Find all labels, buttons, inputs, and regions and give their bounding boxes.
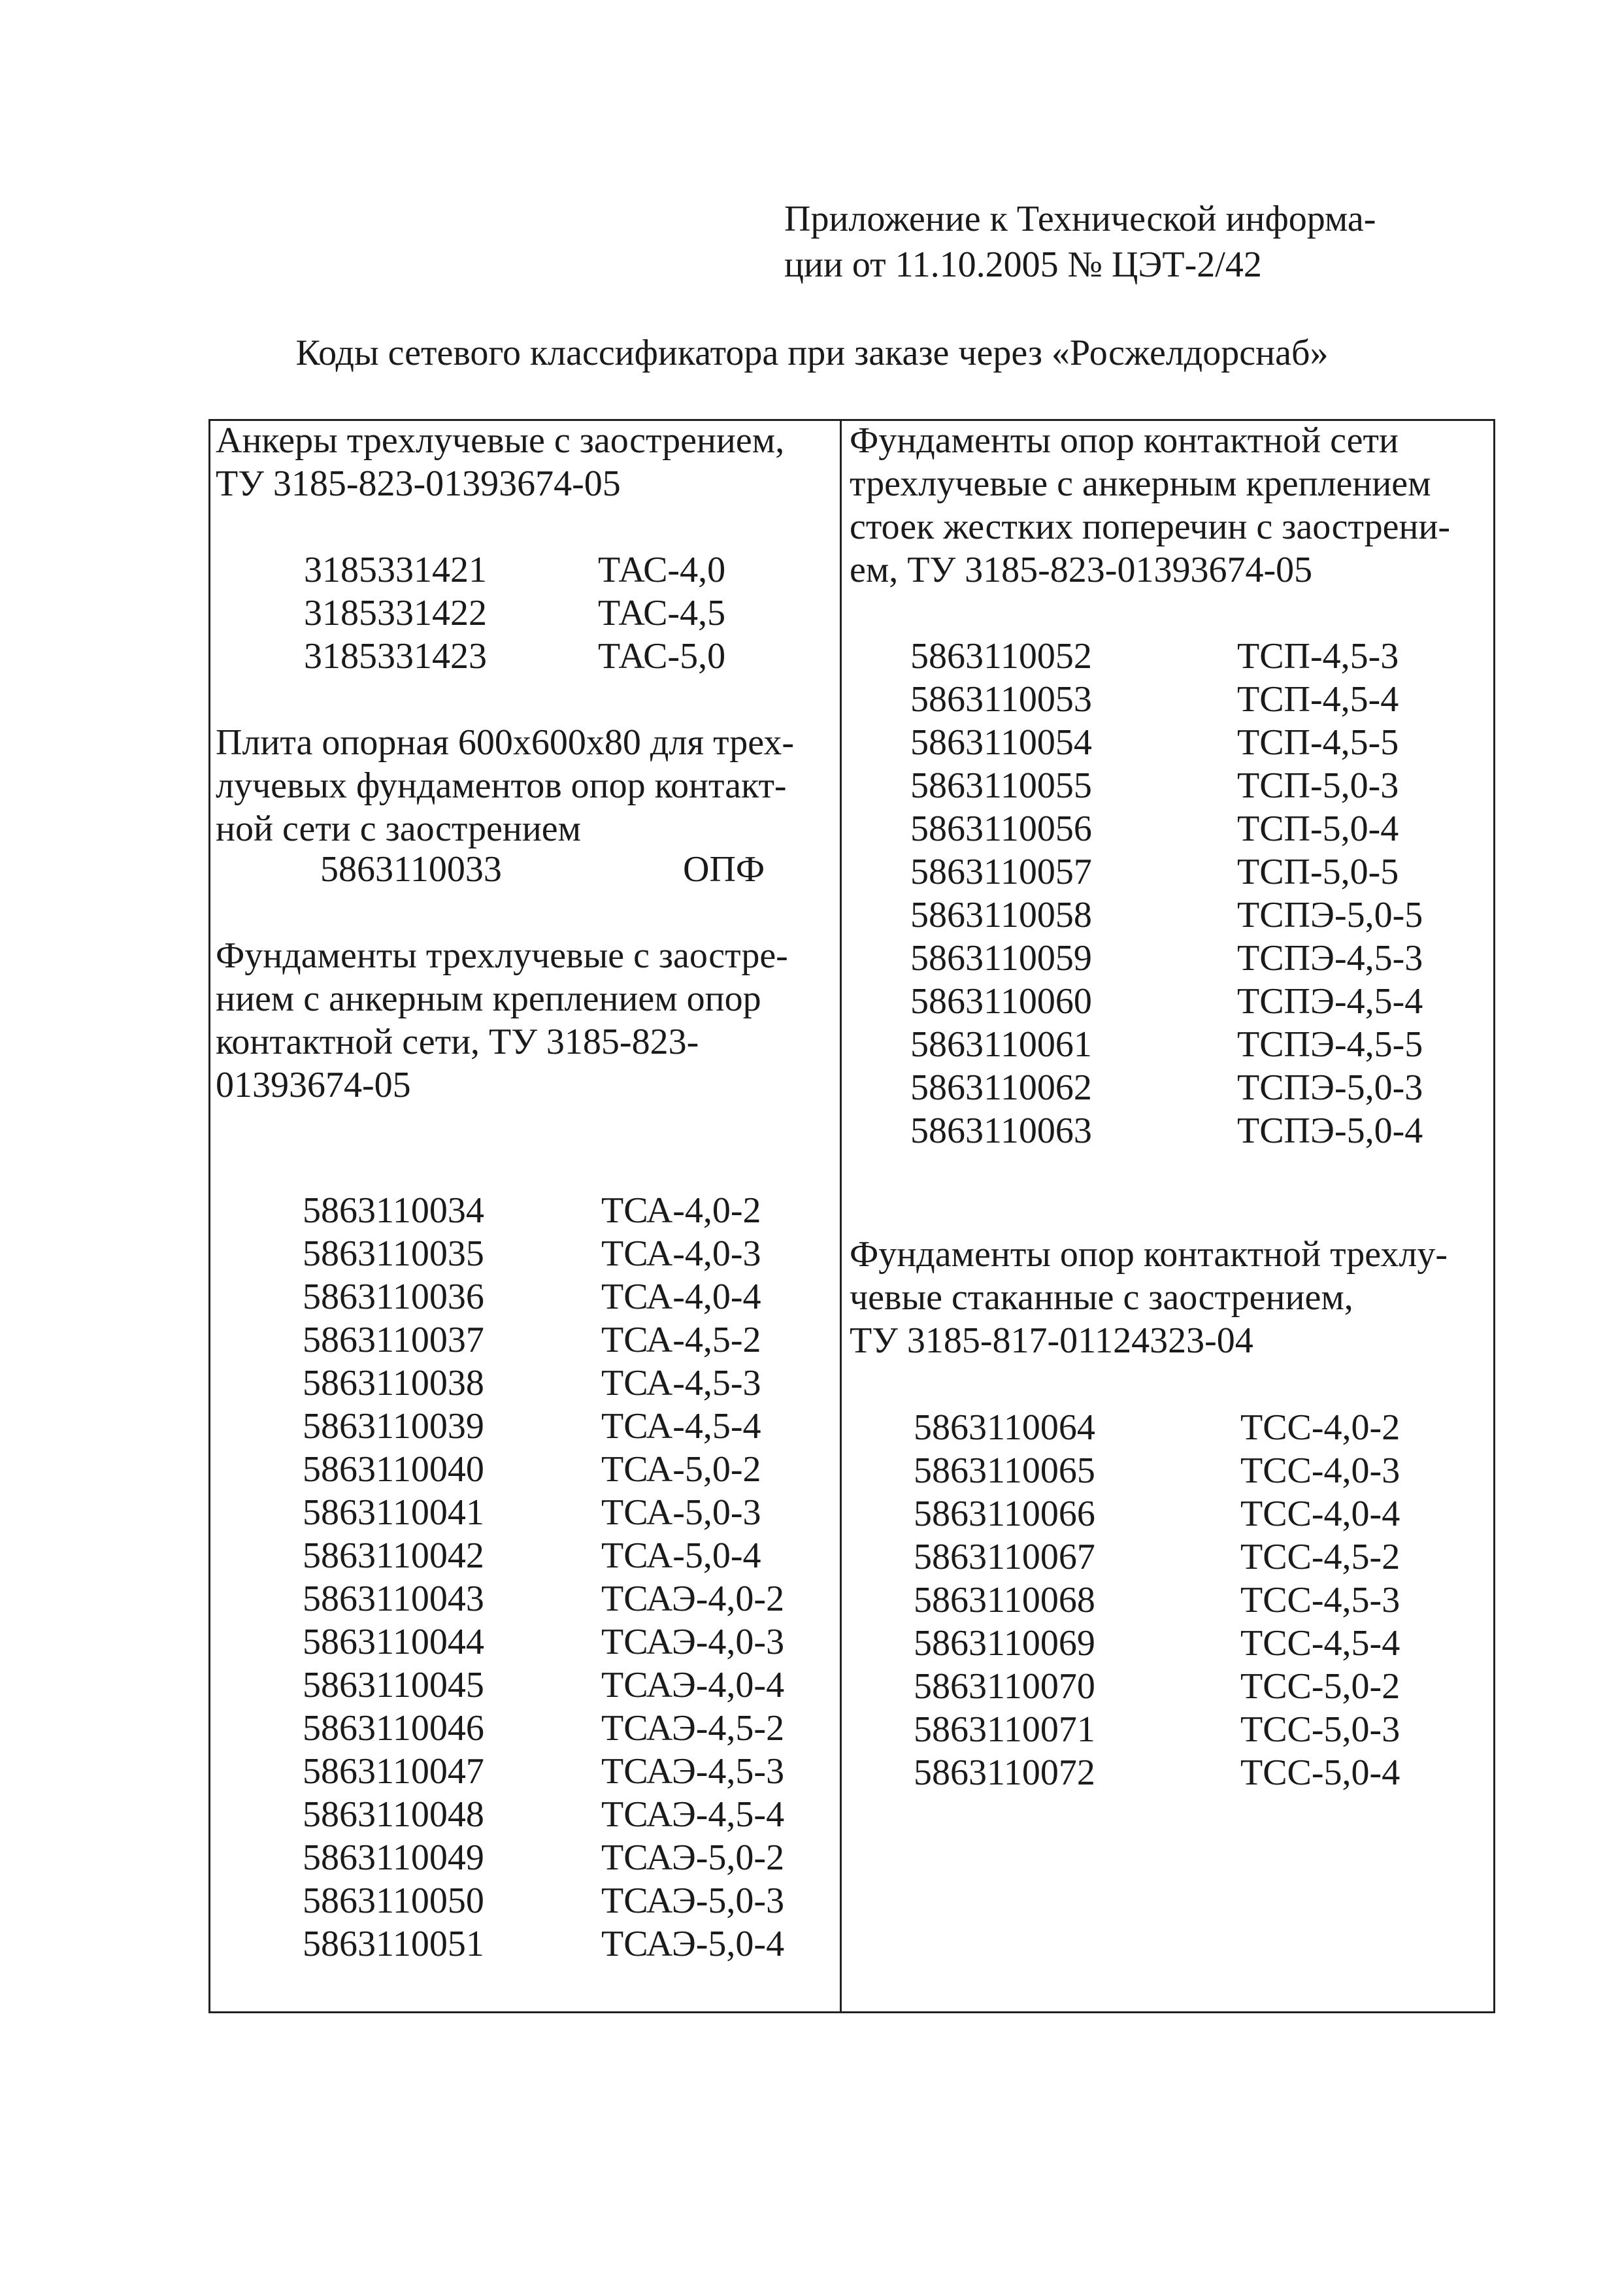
cup-foundations-list: [850, 1406, 1477, 1794]
item-mark: ТСАЭ-4,5-4: [601, 1794, 785, 1835]
item-code: 5863110053: [910, 679, 1092, 720]
item-mark: ТСАЭ-4,5-3: [601, 1751, 785, 1792]
item-mark: ТСА-4,0-2: [601, 1190, 761, 1231]
list-item: [216, 1189, 823, 1232]
list-item: [850, 1535, 1477, 1579]
anchors-list: [216, 548, 823, 678]
item-code: 5863110043: [303, 1579, 484, 1619]
item-code: 5863110059: [910, 938, 1092, 979]
column-divider: [840, 419, 842, 2013]
item-mark: ТСАЭ-4,5-2: [601, 1708, 785, 1749]
item-code: 5863110039: [303, 1406, 484, 1447]
list-item: [216, 1922, 823, 1966]
list-item: [216, 1707, 823, 1750]
item-code: 5863110040: [303, 1449, 484, 1490]
item-mark: ТСС-5,0-4: [1240, 1752, 1400, 1793]
item-code: 5863110034: [303, 1190, 484, 1231]
item-code: 5863110037: [303, 1320, 484, 1360]
list-item: [850, 1406, 1477, 1449]
item-mark: ТСАЭ-5,0-2: [601, 1837, 785, 1878]
item-mark: ТАС-5,0: [598, 636, 726, 677]
item-code: 5863110046: [303, 1708, 484, 1749]
item-mark: ТСПЭ-4,5-5: [1237, 1024, 1423, 1065]
item-mark: ОПФ: [683, 849, 765, 890]
item-mark: ТСАЭ-4,0-3: [601, 1622, 785, 1662]
list-item: [850, 764, 1477, 807]
list-item: [850, 980, 1477, 1023]
section-heading: [216, 934, 823, 1107]
item-code: 5863110042: [303, 1535, 484, 1576]
list-item: [216, 1318, 823, 1362]
item-code: 5863110047: [303, 1751, 484, 1792]
item-code: 5863110070: [914, 1666, 1095, 1707]
item-code: 5863110052: [910, 636, 1092, 677]
item-code: 5863110061: [910, 1024, 1092, 1065]
heading-line: трехлучевые с анкерным креплением: [850, 463, 1431, 504]
list-item: [216, 1362, 823, 1405]
section-plate: [216, 721, 823, 850]
item-mark: ТСПЭ-5,0-5: [1237, 895, 1423, 935]
item-mark: ТСАЭ-5,0-3: [601, 1881, 785, 1921]
list-item: [850, 937, 1477, 980]
item-mark: ТСАЭ-4,0-2: [601, 1579, 785, 1619]
item-code: 5863110048: [303, 1794, 484, 1835]
item-code: 5863110072: [914, 1752, 1095, 1793]
item-code: 5863110069: [914, 1623, 1095, 1664]
item-code: 5863110066: [914, 1494, 1095, 1534]
heading-line: Плита опорная 600х600х80 для трех-: [216, 722, 795, 763]
heading-line: ем, ТУ 3185-823-01393674-05: [850, 550, 1313, 590]
item-code: 5863110054: [910, 722, 1092, 763]
list-item: [850, 1579, 1477, 1622]
list-item: [850, 635, 1477, 678]
item-mark: ТСА-5,0-4: [601, 1535, 761, 1576]
list-item: [850, 1492, 1477, 1535]
item-code: 5863110060: [910, 981, 1092, 1022]
appendix-line-2: ции от 11.10.2005 № ЦЭТ-2/42: [784, 244, 1262, 285]
item-mark: ТСС-4,0-3: [1240, 1450, 1400, 1491]
section-crossbar-foundations: [850, 419, 1477, 592]
list-item: [216, 1577, 823, 1620]
item-mark: ТСС-4,5-2: [1240, 1537, 1400, 1577]
list-item: [850, 1023, 1477, 1066]
item-mark: ТСА-5,0-3: [601, 1492, 761, 1533]
item-code: 5863110063: [910, 1111, 1092, 1151]
item-code: 5863110055: [910, 765, 1092, 806]
item-code: 5863110051: [303, 1924, 484, 1964]
heading-line: ТУ 3185-817-01124323-04: [850, 1320, 1253, 1361]
heading-line: Фундаменты опор контактной трехлу-: [850, 1234, 1448, 1275]
crossbar-foundations-list: [850, 635, 1477, 1152]
heading-line: лучевых фундаментов опор контакт-: [216, 765, 787, 806]
item-code: 5863110050: [303, 1881, 484, 1921]
heading-tu: ТУ 3185-823-01393674-05: [216, 463, 621, 504]
list-item: [216, 1836, 823, 1879]
list-item: [850, 1751, 1477, 1794]
heading-line: Фундаменты опор контактной сети: [850, 420, 1399, 461]
item-code: 5863110033: [320, 849, 502, 890]
item-mark: ТСА-5,0-2: [601, 1449, 761, 1490]
list-item: [850, 850, 1477, 894]
item-mark: ТСС-5,0-3: [1240, 1709, 1400, 1750]
document-title: Коды сетевого классификатора при заказе через «Росжелдорснаб»: [295, 333, 1329, 373]
list-item: [850, 1449, 1477, 1492]
list-item: [850, 1066, 1477, 1109]
item-code: 5863110035: [303, 1233, 484, 1274]
item-code: 5863110044: [303, 1622, 484, 1662]
list-item: [850, 1665, 1477, 1708]
list-item: [216, 1620, 823, 1664]
appendix-line-1: Приложение к Технической информа-: [784, 199, 1376, 239]
heading-line: ной сети с заострением: [216, 809, 582, 849]
item-mark: ТСА-4,5-3: [601, 1363, 761, 1403]
item-code: 3185331423: [304, 636, 487, 677]
item-mark: ТСС-4,5-3: [1240, 1580, 1400, 1620]
list-item: [216, 1448, 823, 1491]
list-item: [850, 1708, 1477, 1751]
list-item: [216, 1491, 823, 1534]
list-item: [216, 1405, 823, 1448]
heading-line: нием с анкерным креплением опор: [216, 979, 761, 1019]
item-code: 5863110067: [914, 1537, 1095, 1577]
item-code: 5863110038: [303, 1363, 484, 1403]
list-item: [850, 721, 1477, 764]
list-item: [216, 548, 823, 592]
item-mark: ТСП-4,5-4: [1237, 679, 1399, 720]
item-mark: ТСА-4,0-4: [601, 1277, 761, 1317]
list-item: [216, 1879, 823, 1922]
list-item: [216, 1232, 823, 1275]
section-heading: [850, 1233, 1477, 1362]
item-code: 3185331421: [304, 550, 487, 590]
item-code: 5863110045: [303, 1665, 484, 1705]
item-code: 5863110036: [303, 1277, 484, 1317]
item-mark: ТСП-4,5-3: [1237, 636, 1399, 677]
list-item: [850, 1622, 1477, 1665]
section-anchors: [216, 419, 823, 505]
heading-line: контактной сети, ТУ 3185-823-: [216, 1022, 699, 1062]
list-item: [216, 1750, 823, 1793]
heading-line: стоек жестких поперечин с заострени-: [850, 507, 1451, 547]
item-mark: ТСА-4,5-2: [601, 1320, 761, 1360]
item-mark: ТСС-5,0-2: [1240, 1666, 1400, 1707]
item-code: 5863110041: [303, 1492, 484, 1533]
list-item: [216, 1275, 823, 1318]
item-code: 5863110064: [914, 1407, 1095, 1448]
item-code: 3185331422: [304, 593, 487, 633]
item-mark: ТАС-4,0: [598, 550, 726, 590]
item-code: 5863110062: [910, 1067, 1092, 1108]
item-code: 5863110049: [303, 1837, 484, 1878]
section-heading: [216, 721, 823, 850]
heading-line: 01393674-05: [216, 1065, 411, 1105]
item-mark: ТСС-4,5-4: [1240, 1623, 1400, 1664]
item-mark: ТСП-4,5-5: [1237, 722, 1399, 763]
foundations-anchor-list: [216, 1189, 823, 1966]
list-item: [216, 635, 823, 678]
item-mark: ТСП-5,0-5: [1237, 852, 1399, 892]
item-mark: ТСПЭ-4,5-4: [1237, 981, 1423, 1022]
item-code: 5863110068: [914, 1580, 1095, 1620]
list-item: [216, 848, 823, 891]
appendix-note: [784, 196, 1536, 288]
list-item: [216, 1534, 823, 1577]
section-heading: [850, 419, 1477, 592]
list-item: [850, 678, 1477, 721]
list-item: [216, 1793, 823, 1836]
item-mark: ТСС-4,0-2: [1240, 1407, 1400, 1448]
item-mark: ТСАЭ-5,0-4: [601, 1924, 785, 1964]
item-mark: ТСС-4,0-4: [1240, 1494, 1400, 1534]
item-mark: ТСП-5,0-3: [1237, 765, 1399, 806]
list-item: [850, 807, 1477, 850]
item-mark: ТСПЭ-5,0-3: [1237, 1067, 1423, 1108]
item-mark: ТСПЭ-4,5-3: [1237, 938, 1423, 979]
item-mark: ТСАЭ-4,0-4: [601, 1665, 785, 1705]
list-item: [850, 1109, 1477, 1152]
item-code: 5863110065: [914, 1450, 1095, 1491]
item-code: 5863110056: [910, 809, 1092, 849]
list-item: [216, 1664, 823, 1707]
item-mark: ТСПЭ-5,0-4: [1237, 1111, 1423, 1151]
item-code: 5863110071: [914, 1709, 1095, 1750]
item-mark: ТСА-4,0-3: [601, 1233, 761, 1274]
list-item: [216, 592, 823, 635]
section-heading: [216, 419, 823, 505]
list-item: [850, 894, 1477, 937]
section-foundations-anchor: [216, 934, 823, 1107]
item-mark: ТСА-4,5-4: [601, 1406, 761, 1447]
item-code: 5863110058: [910, 895, 1092, 935]
heading-line: чевые стаканные с заострением,: [850, 1277, 1353, 1318]
item-code: 5863110057: [910, 852, 1092, 892]
heading-line: Фундаменты трехлучевые с заостре-: [216, 935, 788, 976]
item-mark: ТАС-4,5: [598, 593, 726, 633]
heading-line: Анкеры трехлучевые с заострением,: [216, 420, 785, 461]
plate-list: [216, 848, 823, 891]
item-mark: ТСП-5,0-4: [1237, 809, 1399, 849]
section-cup-foundations: [850, 1233, 1477, 1362]
